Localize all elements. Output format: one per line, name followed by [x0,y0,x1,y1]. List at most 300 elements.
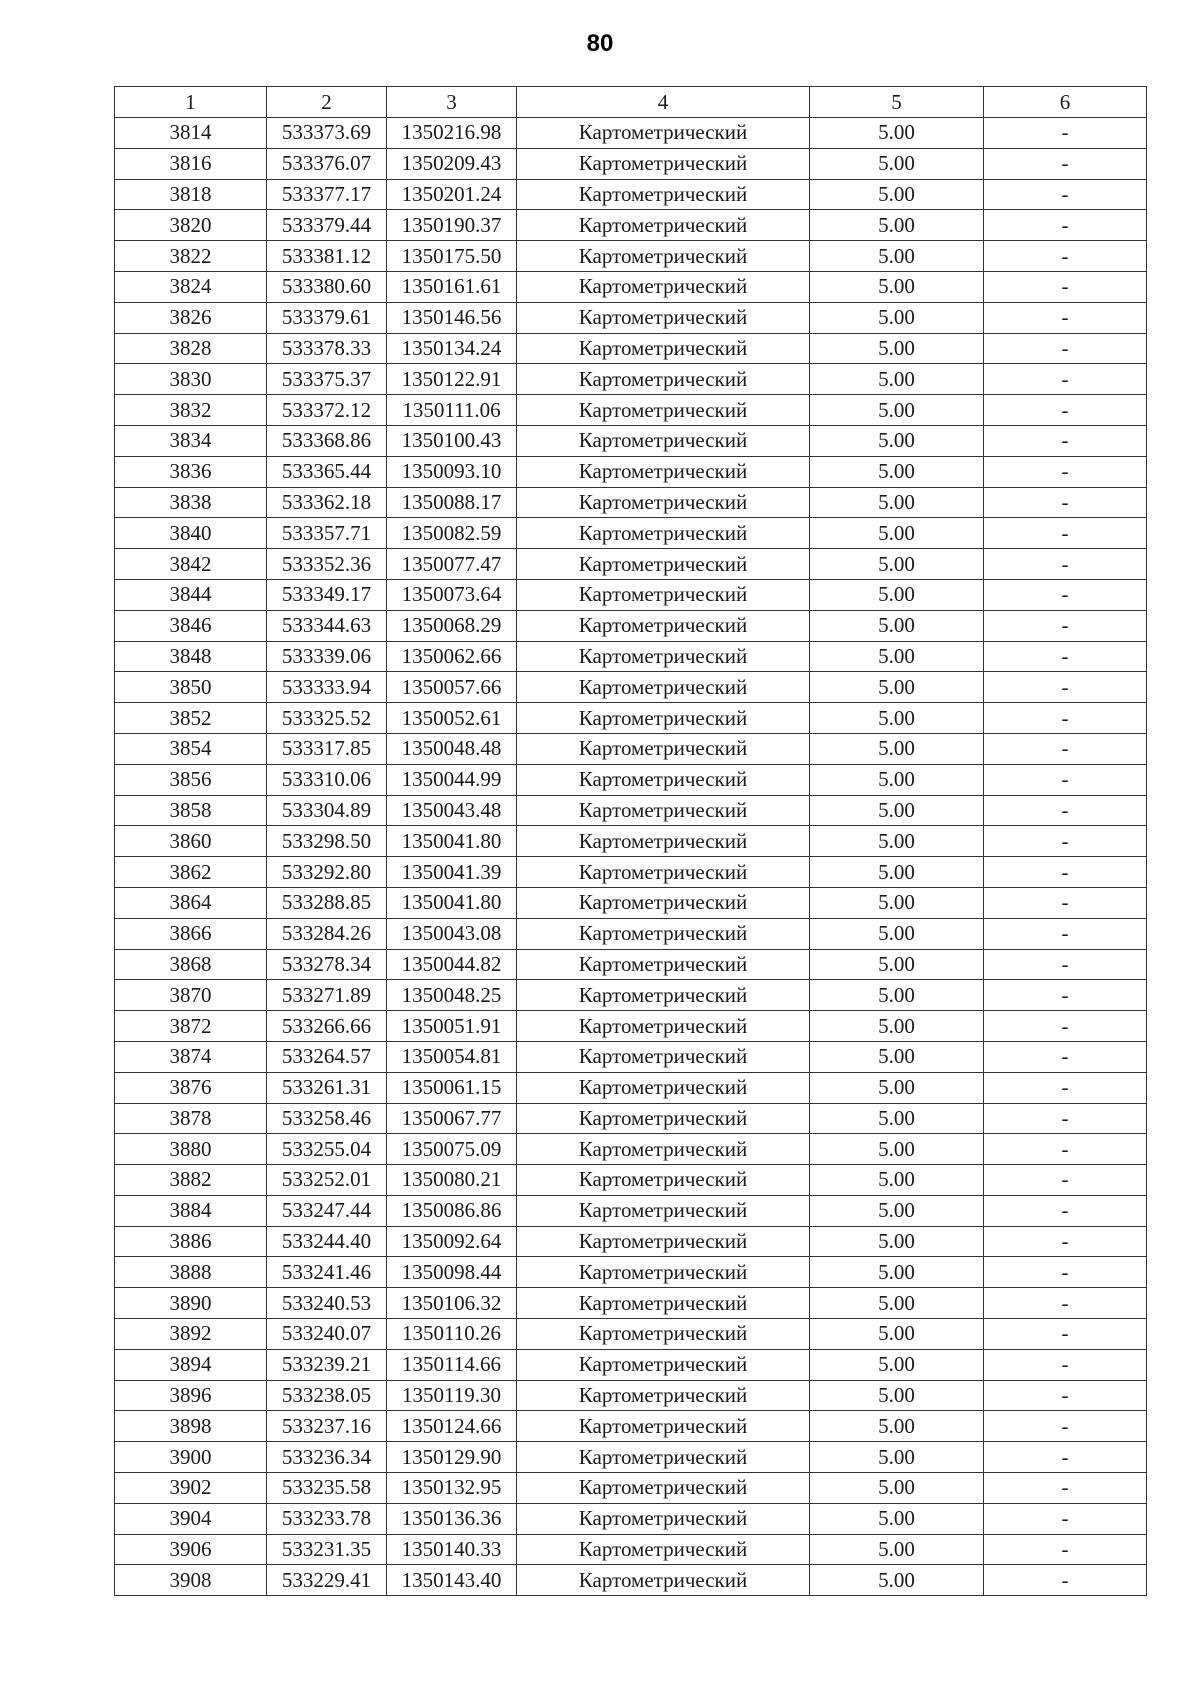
cell-note: - [984,1565,1147,1596]
cell-note: - [984,425,1147,456]
table-row [115,425,1147,456]
cell-note: - [984,364,1147,395]
table-row [115,733,1147,764]
cell-method: Картометрический [517,1288,810,1319]
cell-point-number: 3854 [115,733,267,764]
cell-coord-y: 1350044.99 [387,764,517,795]
table-row [115,980,1147,1011]
cell-note: - [984,1103,1147,1134]
cell-point-number: 3842 [115,549,267,580]
cell-method: Картометрический [517,302,810,333]
cell-accuracy: 5.00 [810,241,984,272]
cell-coord-y: 1350088.17 [387,487,517,518]
table-row [115,1349,1147,1380]
cell-accuracy: 5.00 [810,1041,984,1072]
cell-point-number: 3876 [115,1072,267,1103]
cell-point-number: 3908 [115,1565,267,1596]
table-row [115,1503,1147,1534]
cell-accuracy: 5.00 [810,118,984,149]
cell-method: Картометрический [517,579,810,610]
cell-accuracy: 5.00 [810,1226,984,1257]
table-row [115,118,1147,149]
cell-point-number: 3828 [115,333,267,364]
cell-accuracy: 5.00 [810,795,984,826]
cell-coord-x: 533261.31 [267,1072,387,1103]
cell-note: - [984,1534,1147,1565]
table-row [115,333,1147,364]
table-row [115,579,1147,610]
cell-point-number: 3848 [115,641,267,672]
cell-method: Картометрический [517,1257,810,1288]
cell-coord-y: 1350161.61 [387,271,517,302]
cell-accuracy: 5.00 [810,1288,984,1319]
cell-coord-x: 533239.21 [267,1349,387,1380]
cell-method: Картометрический [517,1134,810,1165]
cell-coord-y: 1350048.48 [387,733,517,764]
cell-coord-y: 1350216.98 [387,118,517,149]
cell-accuracy: 5.00 [810,1257,984,1288]
table-row [115,395,1147,426]
cell-method: Картометрический [517,826,810,857]
table-row [115,1473,1147,1504]
table-row [115,487,1147,518]
cell-point-number: 3838 [115,487,267,518]
cell-coord-x: 533284.26 [267,918,387,949]
table-row [115,518,1147,549]
cell-note: - [984,949,1147,980]
cell-note: - [984,641,1147,672]
cell-accuracy: 5.00 [810,918,984,949]
cell-point-number: 3836 [115,456,267,487]
cell-accuracy: 5.00 [810,610,984,641]
cell-point-number: 3870 [115,980,267,1011]
cell-point-number: 3894 [115,1349,267,1380]
cell-coord-x: 533362.18 [267,487,387,518]
table-row [115,1565,1147,1596]
cell-coord-x: 533368.86 [267,425,387,456]
cell-note: - [984,210,1147,241]
cell-method: Картометрический [517,610,810,641]
cell-coord-y: 1350051.91 [387,1011,517,1042]
table-row [115,1288,1147,1319]
cell-coord-y: 1350114.66 [387,1349,517,1380]
column-header-3: 3 [387,87,517,118]
cell-method: Картометрический [517,549,810,580]
cell-method: Картометрический [517,918,810,949]
cell-note: - [984,1257,1147,1288]
cell-point-number: 3866 [115,918,267,949]
cell-accuracy: 5.00 [810,425,984,456]
cell-point-number: 3906 [115,1534,267,1565]
table-header-row [115,87,1147,118]
cell-coord-x: 533372.12 [267,395,387,426]
cell-accuracy: 5.00 [810,1503,984,1534]
cell-accuracy: 5.00 [810,210,984,241]
cell-accuracy: 5.00 [810,1349,984,1380]
cell-note: - [984,610,1147,641]
cell-accuracy: 5.00 [810,857,984,888]
cell-coord-x: 533375.37 [267,364,387,395]
cell-note: - [984,118,1147,149]
cell-coord-x: 533377.17 [267,179,387,210]
cell-point-number: 3818 [115,179,267,210]
cell-point-number: 3852 [115,703,267,734]
cell-point-number: 3860 [115,826,267,857]
table-row [115,1165,1147,1196]
table-body [115,118,1147,1596]
cell-coord-x: 533378.33 [267,333,387,364]
table-row [115,1041,1147,1072]
cell-method: Картометрический [517,703,810,734]
cell-coord-y: 1350044.82 [387,949,517,980]
cell-note: - [984,148,1147,179]
cell-point-number: 3896 [115,1380,267,1411]
cell-coord-x: 533235.58 [267,1473,387,1504]
table-row [115,1226,1147,1257]
cell-method: Картометрический [517,241,810,272]
cell-accuracy: 5.00 [810,487,984,518]
cell-note: - [984,918,1147,949]
cell-method: Картометрический [517,518,810,549]
cell-point-number: 3862 [115,857,267,888]
cell-coord-x: 533298.50 [267,826,387,857]
cell-coord-x: 533258.46 [267,1103,387,1134]
cell-point-number: 3898 [115,1411,267,1442]
cell-note: - [984,1165,1147,1196]
cell-method: Картометрический [517,1072,810,1103]
cell-point-number: 3816 [115,148,267,179]
cell-accuracy: 5.00 [810,672,984,703]
cell-coord-y: 1350041.80 [387,826,517,857]
cell-coord-x: 533310.06 [267,764,387,795]
cell-accuracy: 5.00 [810,703,984,734]
cell-coord-x: 533339.06 [267,641,387,672]
table-row [115,641,1147,672]
cell-coord-x: 533352.36 [267,549,387,580]
table-row [115,549,1147,580]
cell-method: Картометрический [517,795,810,826]
cell-method: Картометрический [517,1503,810,1534]
table-row [115,456,1147,487]
cell-coord-y: 1350075.09 [387,1134,517,1165]
table-row [115,302,1147,333]
cell-method: Картометрический [517,1534,810,1565]
cell-point-number: 3880 [115,1134,267,1165]
table-row [115,1534,1147,1565]
cell-coord-y: 1350041.39 [387,857,517,888]
cell-method: Картометрический [517,733,810,764]
cell-coord-x: 533349.17 [267,579,387,610]
cell-coord-x: 533288.85 [267,887,387,918]
cell-coord-x: 533376.07 [267,148,387,179]
cell-note: - [984,1072,1147,1103]
cell-coord-y: 1350082.59 [387,518,517,549]
cell-coord-x: 533333.94 [267,672,387,703]
cell-note: - [984,549,1147,580]
cell-note: - [984,241,1147,272]
cell-coord-x: 533255.04 [267,1134,387,1165]
table-row [115,703,1147,734]
cell-accuracy: 5.00 [810,148,984,179]
cell-method: Картометрический [517,333,810,364]
table-row [115,610,1147,641]
cell-coord-y: 1350146.56 [387,302,517,333]
cell-point-number: 3878 [115,1103,267,1134]
cell-coord-x: 533317.85 [267,733,387,764]
cell-note: - [984,795,1147,826]
cell-coord-x: 533241.46 [267,1257,387,1288]
table-row [115,795,1147,826]
cell-coord-x: 533236.34 [267,1442,387,1473]
cell-method: Картометрический [517,1473,810,1504]
cell-coord-x: 533237.16 [267,1411,387,1442]
cell-point-number: 3856 [115,764,267,795]
table-row [115,1134,1147,1165]
cell-coord-x: 533252.01 [267,1165,387,1196]
cell-method: Картометрический [517,364,810,395]
cell-coord-y: 1350201.24 [387,179,517,210]
table-row [115,672,1147,703]
cell-coord-y: 1350043.08 [387,918,517,949]
cell-accuracy: 5.00 [810,1565,984,1596]
cell-point-number: 3888 [115,1257,267,1288]
cell-accuracy: 5.00 [810,1011,984,1042]
cell-coord-y: 1350100.43 [387,425,517,456]
cell-method: Картометрический [517,271,810,302]
cell-coord-x: 533229.41 [267,1565,387,1596]
cell-note: - [984,1041,1147,1072]
cell-coord-y: 1350052.61 [387,703,517,734]
cell-accuracy: 5.00 [810,1072,984,1103]
cell-point-number: 3890 [115,1288,267,1319]
column-header-5: 5 [810,87,984,118]
table-row [115,1411,1147,1442]
cell-method: Картометрический [517,857,810,888]
cell-method: Картометрический [517,1380,810,1411]
cell-note: - [984,733,1147,764]
table-row [115,148,1147,179]
cell-coord-x: 533238.05 [267,1380,387,1411]
table-row [115,887,1147,918]
cell-accuracy: 5.00 [810,1473,984,1504]
cell-method: Картометрический [517,1041,810,1072]
cell-note: - [984,980,1147,1011]
cell-method: Картометрический [517,887,810,918]
cell-coord-y: 1350098.44 [387,1257,517,1288]
cell-accuracy: 5.00 [810,549,984,580]
cell-coord-y: 1350062.66 [387,641,517,672]
table-row [115,1380,1147,1411]
cell-accuracy: 5.00 [810,764,984,795]
cell-point-number: 3886 [115,1226,267,1257]
cell-coord-x: 533365.44 [267,456,387,487]
cell-note: - [984,1503,1147,1534]
cell-accuracy: 5.00 [810,518,984,549]
cell-method: Картометрический [517,118,810,149]
cell-method: Картометрический [517,148,810,179]
cell-accuracy: 5.00 [810,333,984,364]
cell-accuracy: 5.00 [810,980,984,1011]
cell-note: - [984,826,1147,857]
cell-point-number: 3864 [115,887,267,918]
cell-accuracy: 5.00 [810,456,984,487]
cell-note: - [984,857,1147,888]
cell-coord-y: 1350134.24 [387,333,517,364]
cell-accuracy: 5.00 [810,949,984,980]
cell-coord-x: 533240.07 [267,1319,387,1350]
cell-method: Картометрический [517,425,810,456]
cell-note: - [984,887,1147,918]
cell-accuracy: 5.00 [810,395,984,426]
cell-method: Картометрический [517,1226,810,1257]
cell-accuracy: 5.00 [810,1195,984,1226]
cell-coord-y: 1350093.10 [387,456,517,487]
table-row [115,241,1147,272]
cell-note: - [984,1011,1147,1042]
cell-note: - [984,764,1147,795]
cell-coord-x: 533325.52 [267,703,387,734]
cell-method: Картометрический [517,395,810,426]
cell-method: Картометрический [517,1195,810,1226]
cell-coord-y: 1350143.40 [387,1565,517,1596]
cell-accuracy: 5.00 [810,1380,984,1411]
table-row [115,364,1147,395]
cell-coord-y: 1350209.43 [387,148,517,179]
column-header-2: 2 [267,87,387,118]
cell-coord-y: 1350041.80 [387,887,517,918]
cell-coord-y: 1350175.50 [387,241,517,272]
cell-coord-y: 1350136.36 [387,1503,517,1534]
cell-coord-y: 1350111.06 [387,395,517,426]
cell-note: - [984,1319,1147,1350]
table-row [115,857,1147,888]
table-row [115,918,1147,949]
cell-coord-x: 533304.89 [267,795,387,826]
cell-coord-y: 1350140.33 [387,1534,517,1565]
cell-accuracy: 5.00 [810,364,984,395]
cell-note: - [984,1380,1147,1411]
cell-note: - [984,302,1147,333]
cell-note: - [984,672,1147,703]
cell-coord-x: 533264.57 [267,1041,387,1072]
cell-coord-x: 533380.60 [267,271,387,302]
cell-coord-y: 1350190.37 [387,210,517,241]
cell-accuracy: 5.00 [810,887,984,918]
cell-coord-y: 1350086.86 [387,1195,517,1226]
cell-point-number: 3846 [115,610,267,641]
cell-point-number: 3892 [115,1319,267,1350]
cell-point-number: 3844 [115,579,267,610]
cell-accuracy: 5.00 [810,271,984,302]
cell-note: - [984,487,1147,518]
cell-accuracy: 5.00 [810,1319,984,1350]
table-row [115,1257,1147,1288]
cell-coord-y: 1350054.81 [387,1041,517,1072]
cell-point-number: 3826 [115,302,267,333]
cell-point-number: 3874 [115,1041,267,1072]
cell-coord-y: 1350073.64 [387,579,517,610]
cell-coord-y: 1350077.47 [387,549,517,580]
cell-method: Картометрический [517,641,810,672]
cell-method: Картометрический [517,980,810,1011]
cell-method: Картометрический [517,764,810,795]
table-row [115,949,1147,980]
cell-note: - [984,1226,1147,1257]
cell-method: Картометрический [517,1011,810,1042]
cell-point-number: 3904 [115,1503,267,1534]
cell-note: - [984,579,1147,610]
cell-coord-x: 533240.53 [267,1288,387,1319]
cell-coord-y: 1350080.21 [387,1165,517,1196]
table-row [115,1442,1147,1473]
cell-method: Картометрический [517,672,810,703]
cell-note: - [984,179,1147,210]
cell-accuracy: 5.00 [810,1134,984,1165]
cell-method: Картометрический [517,210,810,241]
cell-point-number: 3868 [115,949,267,980]
cell-note: - [984,1349,1147,1380]
cell-note: - [984,1473,1147,1504]
cell-method: Картометрический [517,1319,810,1350]
cell-point-number: 3830 [115,364,267,395]
cell-accuracy: 5.00 [810,579,984,610]
cell-coord-x: 533266.66 [267,1011,387,1042]
cell-coord-x: 533247.44 [267,1195,387,1226]
cell-method: Картометрический [517,179,810,210]
cell-note: - [984,395,1147,426]
cell-coord-x: 533357.71 [267,518,387,549]
cell-point-number: 3822 [115,241,267,272]
coordinates-table [114,86,1147,1596]
cell-method: Картометрический [517,1442,810,1473]
cell-point-number: 3824 [115,271,267,302]
cell-note: - [984,456,1147,487]
table-row [115,826,1147,857]
cell-point-number: 3814 [115,118,267,149]
cell-method: Картометрический [517,1103,810,1134]
table-row [115,1011,1147,1042]
cell-accuracy: 5.00 [810,1165,984,1196]
cell-note: - [984,1195,1147,1226]
cell-coord-y: 1350110.26 [387,1319,517,1350]
column-header-4: 4 [517,87,810,118]
cell-coord-x: 533379.61 [267,302,387,333]
cell-coord-y: 1350122.91 [387,364,517,395]
cell-note: - [984,1288,1147,1319]
cell-point-number: 3832 [115,395,267,426]
column-header-1: 1 [115,87,267,118]
cell-coord-x: 533292.80 [267,857,387,888]
table-row [115,1072,1147,1103]
cell-coord-x: 533233.78 [267,1503,387,1534]
cell-accuracy: 5.00 [810,733,984,764]
cell-coord-x: 533379.44 [267,210,387,241]
cell-accuracy: 5.00 [810,302,984,333]
cell-accuracy: 5.00 [810,641,984,672]
table-row [115,1103,1147,1134]
cell-coord-y: 1350067.77 [387,1103,517,1134]
cell-method: Картометрический [517,1165,810,1196]
cell-accuracy: 5.00 [810,1411,984,1442]
table-row [115,179,1147,210]
cell-coord-y: 1350124.66 [387,1411,517,1442]
cell-coord-x: 533244.40 [267,1226,387,1257]
cell-point-number: 3820 [115,210,267,241]
cell-point-number: 3884 [115,1195,267,1226]
cell-coord-y: 1350119.30 [387,1380,517,1411]
cell-coord-y: 1350068.29 [387,610,517,641]
cell-coord-y: 1350057.66 [387,672,517,703]
